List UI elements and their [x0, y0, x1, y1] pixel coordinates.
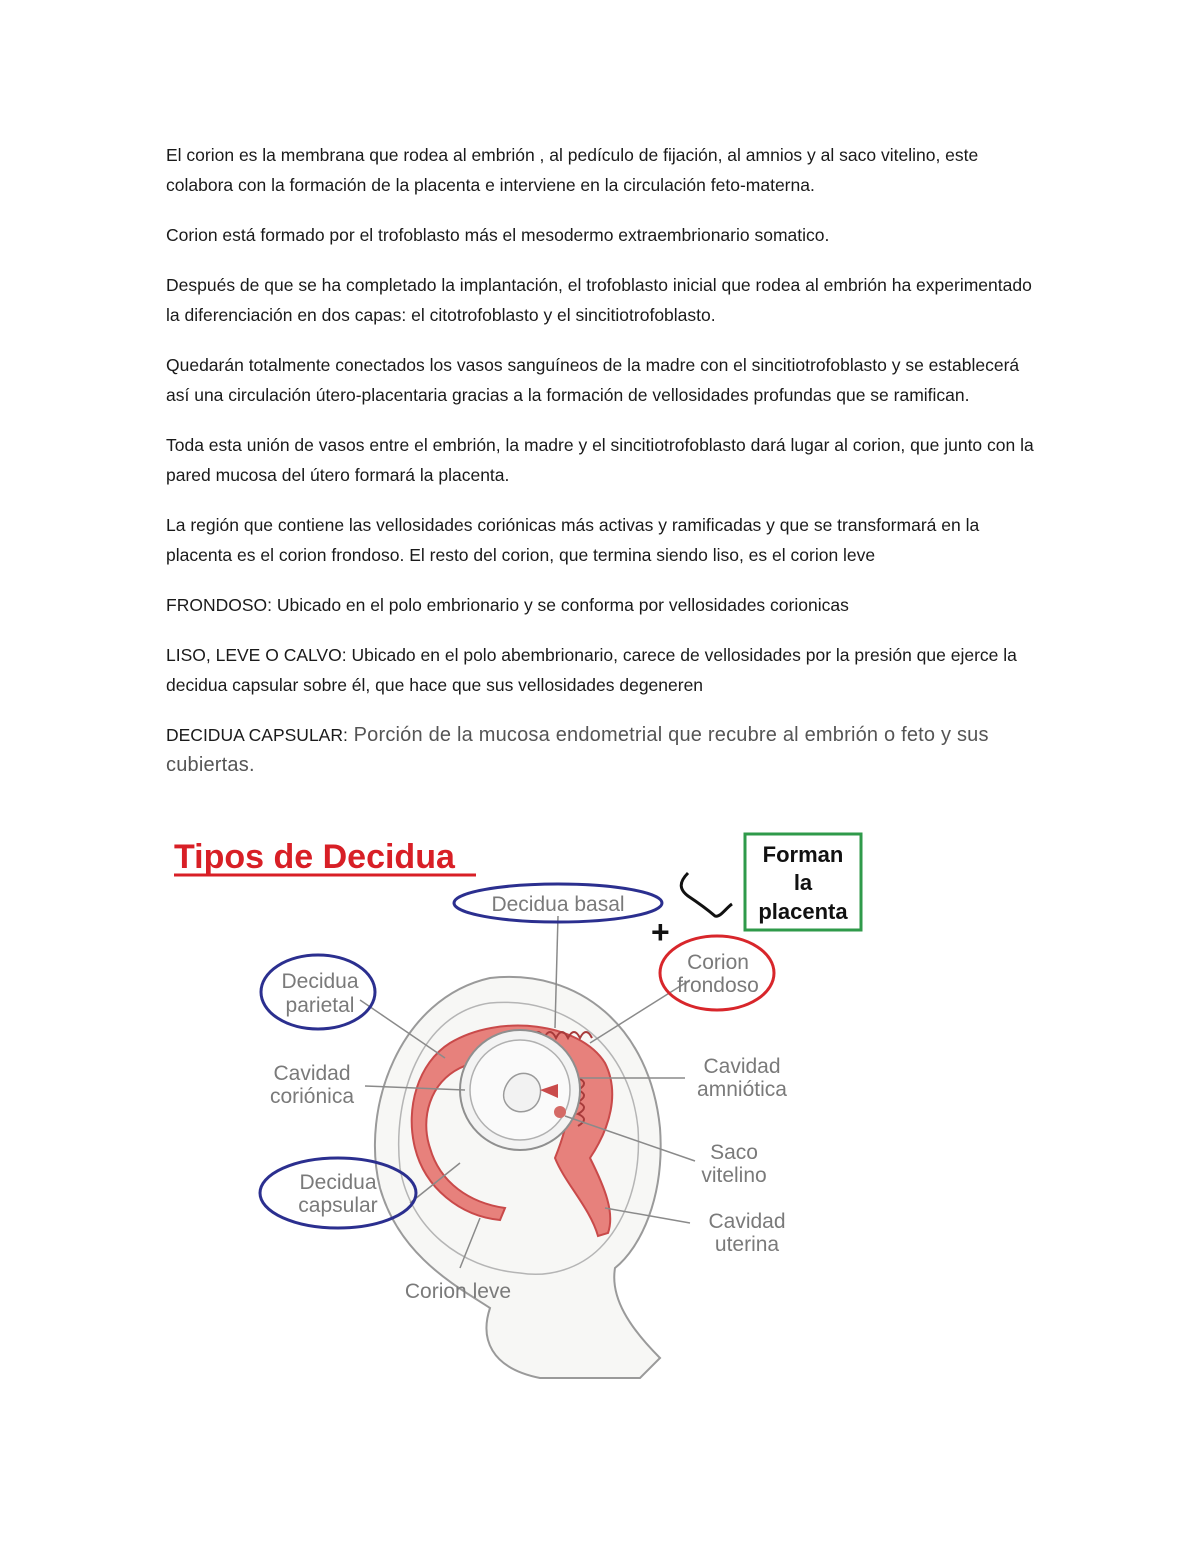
paragraph-text: Después de que se ha completado la implantación, el trofoblasto inicial que rodea al embrión ha experimentado la diferenciación en dos capas: el citotrofoblasto y el sincitiotrofoblasto.: [166, 275, 1032, 325]
label-cavidad-amniotica-2: amniótica: [697, 1078, 787, 1101]
paragraph-liso: [166, 640, 1036, 700]
paragraph: [166, 140, 1036, 200]
label-cavidad-uterina-1: Cavidad: [708, 1210, 786, 1233]
paragraph: [166, 510, 1036, 570]
paragraph-text: Quedarán totalmente conectados los vasos sanguíneos de la madre con el sincitiotrofoblasto y se establecerá así una circulación útero-placentaria gracias a la formación de vellosidades profundas que se ramifican.: [166, 355, 1020, 405]
decidua-diagram: [160, 828, 870, 1388]
label-decidua-parietal-1: Decidua: [281, 970, 359, 993]
label-cavidad-corionica-2: coriónica: [269, 1085, 355, 1108]
label-decidua-capsular-1: Decidua: [299, 1171, 377, 1194]
paragraph: [166, 430, 1036, 490]
label-cavidad-corionica-1: Cavidad: [273, 1062, 351, 1085]
diagram-svg: [160, 828, 870, 1388]
paragraph-text: El corion es la membrana que rodea al embrión , al pedículo de fijación, al amnios y al saco vitelino, este colabora con la formación de la placenta e interviene en la circulación feto-materna.: [166, 145, 979, 195]
plus-icon: +: [651, 914, 670, 950]
paragraph: [166, 270, 1036, 330]
box-line-3: placenta: [758, 899, 848, 924]
label-corion-leve: Corion leve: [404, 1280, 512, 1303]
body-text: [166, 140, 1036, 800]
paragraph-text: Corion está formado por el trofoblasto más el mesodermo extraembrionario somatico.: [166, 225, 830, 245]
label-decidua-parietal-2: parietal: [285, 994, 355, 1017]
paragraph-text: Toda esta unión de vasos entre el embrión, la madre y el sincitiotrofoblasto dará lugar al corion, que junto con la pared mucosa del útero formará la placenta.: [166, 435, 1034, 485]
box-line-2: la: [793, 870, 813, 895]
figure-title: Tipos de Decidua: [174, 838, 455, 876]
paragraph-text: Ubicado en el polo embrionario y se conforma por vellosidades corionicas: [271, 595, 849, 615]
paragraph: [166, 220, 1036, 250]
paragraph-text: Porción de la mucosa endometrial que recubre al embrión o feto y sus cubiertas.: [166, 724, 989, 776]
label-cavidad-amniotica-1: Cavidad: [703, 1055, 781, 1078]
yolk-sac: [554, 1106, 566, 1118]
paragraph-text: La región que contiene las vellosidades coriónicas más activas y ramificadas y que se transformará en la placenta es el corion frondoso. El resto del corion, que termina siendo liso, es el corion leve: [166, 515, 980, 565]
term-label: LISO, LEVE O CALVO:: [166, 645, 347, 665]
paragraph-frondoso: [166, 590, 1036, 620]
paragraph-text: Ubicado en el polo abembrionario, carece de vellosidades por la presión que ejerce la decidua capsular sobre él, que hace que sus vellosidades degeneren: [166, 645, 1017, 695]
label-saco-vitelino-1: Saco: [710, 1141, 758, 1164]
term-label: FRONDOSO:: [166, 595, 272, 615]
label-decidua-basal: Decidua basal: [491, 893, 625, 916]
box-line-1: Forman: [762, 842, 844, 867]
paragraph: [166, 350, 1036, 410]
term-label: DECIDUA CAPSULAR:: [166, 725, 348, 745]
label-corion-frondoso-2: frondoso: [677, 974, 759, 997]
paragraph-decidua-capsular: [166, 720, 1036, 780]
label-saco-vitelino-2: vitelino: [701, 1164, 767, 1187]
label-decidua-capsular-2: capsular: [298, 1194, 378, 1217]
label-cavidad-uterina-2: uterina: [714, 1233, 780, 1256]
label-corion-frondoso-1: Corion: [687, 951, 749, 974]
